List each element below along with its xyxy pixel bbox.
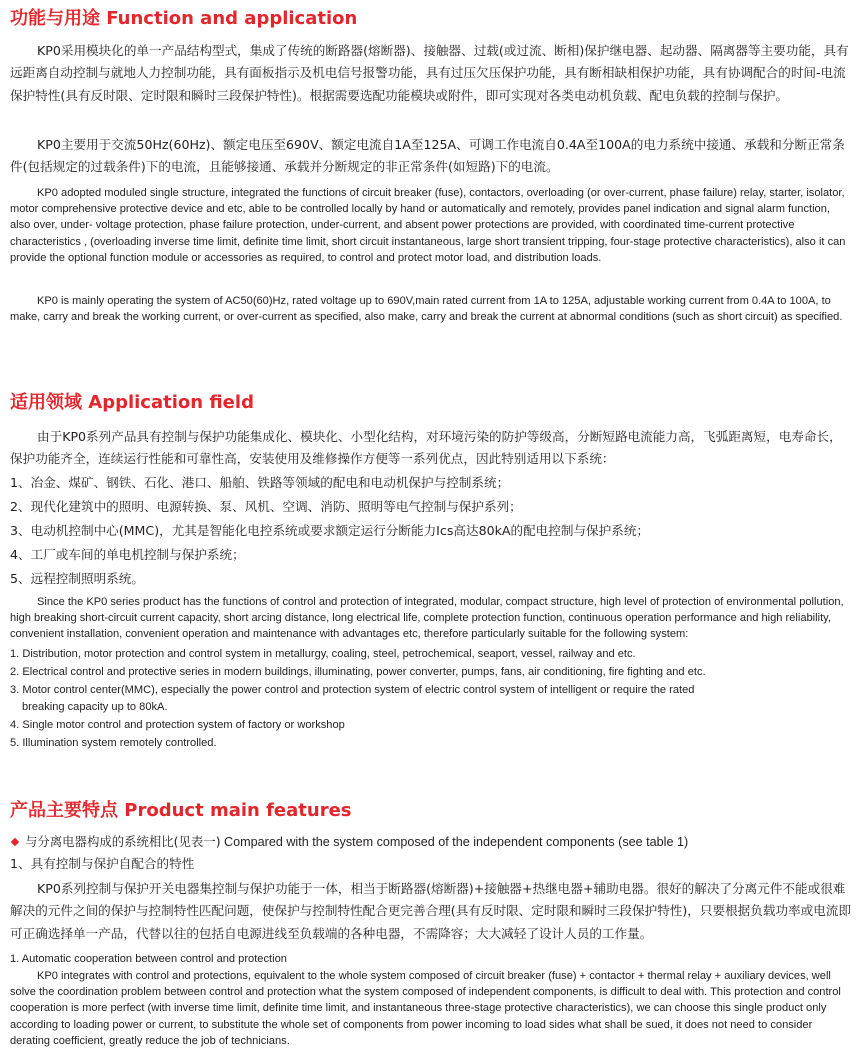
feature-bullet-zh: 与分离电器构成的系统相比(见表一) — [25, 834, 221, 849]
section-title-function: 功能与用途 Function and application — [10, 8, 358, 29]
function-en-paragraph-2: KP0 is mainly operating the system of AC50(60)Hz, rated voltage up to 690V,main rated current from 1A to 125A, adjustable working current from 0.4A to 100A, to make, carry and break the working current, or over-current as specified, also make, carry and break the current at abnormal conditions (such as short circuit) as specified. — [10, 295, 843, 324]
application-zh-item-3: 3、电动机控制中心(MMC)，尤其是智能化电控系统或要求额定运行分断能力Ics高达80kA的配电控制与保护系统； — [10, 523, 650, 538]
application-en-item-3: 3. Motor control center(MMC), especially the power control and protection system of electric control system of intelligent or require the rated — [10, 684, 695, 696]
application-zh-intro: 由于KP0系列产品具有控制与保护功能集成化、模块化、小型化结构，对环境污染的防护等级高，分断短路电流能力高，飞弧距离短，电寿命长，保护功能齐全，连续运行性能和可靠性高，安装使用及维修操作方便等一系列优点，因此特别适用以下系统： — [10, 429, 842, 467]
application-zh-item-5: 5、远程控制照明系统。 — [10, 571, 144, 586]
application-en-item-3-continued: breaking capacity up to 80kA. — [22, 701, 168, 713]
application-en-item-2: 2. Electrical control and protective series in modern buildings, illuminating, power converter, pumps, fans, air conditioning, fire fighting and etc. — [10, 666, 706, 678]
diamond-bullet-icon — [11, 838, 19, 846]
application-en-item-1: 1. Distribution, motor protection and control system in metallurgy, coaling, steel, petrochemical, seaport, vessel, railway and etc. — [10, 648, 636, 660]
feature-zh-paragraph: KP0系列控制与保护开关电器集控制与保护功能于一体，相当于断路器(熔断器)+接触器+热继电器+辅助电器。很好的解决了分离元件不能或很难解决的元件之间的保护与控制特性匹配问题，使保护与控制特性配合更完善合理(具有反时限、定时限和瞬时三段保护特性)，只要根据负载功率或电流即可正确选择单一产品，代替以往的包括自电源进线至负载端的各种电器，不需降容；大大减轻了设计人员的工作量。 — [10, 881, 852, 941]
feature-subheading-zh: 1、具有控制与保护自配合的特性 — [10, 856, 195, 871]
feature-bullet — [10, 832, 688, 852]
feature-bullet-en: Compared with the system composed of the independent components (see table 1) — [220, 835, 689, 849]
application-en-item-5: 5. Illumination system remotely controlled. — [10, 737, 217, 749]
feature-subheading-en: 1. Automatic cooperation between control and protection — [10, 953, 287, 965]
section-title-features: 产品主要特点 Product main features — [10, 800, 352, 821]
feature-en-paragraph: KP0 integrates with control and protections, equivalent to the whole system composed of circuit breaker (fuse) + contactor + thermal relay + auxiliary devices, well solve the coordination problem between control and protection what the system composed of independent components, is difficult to deal with. This protection and control cooperation is more perfect (with inverse time limit, definite time limit, and instantaneous three-stage protective characteristics), we can choose this single product only according to loading power or current, to substitute the whole set of components from power incoming to load sides what shall be sued, it does not need to consider derating coefficient, greatly reduce the job of technicians. — [10, 970, 841, 1047]
function-zh-paragraph-1: KP0采用模块化的单一产品结构型式，集成了传统的断路器(熔断器)、接触器、过载(或过流、断相)保护继电器、起动器、隔离器等主要功能，具有远距离自动控制与就地人力控制功能，具有面板指示及机电信号报警功能，具有过压欠压保护功能，具有断相缺相保护功能，具有协调配合的时间-电流保护特性(具有反时限、定时限和瞬时三段保护特性)。根据需要选配功能模块或附件，即可实现对各类电动机负载、配电负载的控制与保护。 — [10, 43, 849, 103]
application-zh-item-2: 2、现代化建筑中的照明、电源转换、泵、风机、空调、消防、照明等电气控制与保护系列； — [10, 499, 522, 514]
function-en-paragraph-1: KP0 adopted moduled single structure, integrated the functions of circuit breaker (fuse), contactors, overloading (or over-current, phase failure) relay, starter, isolator, motor comprehensive protective device and etc, able to be controlled locally by hand or automatically and remotely, provides panel indication and signal alarm function, also over, under- voltage protection, phase failure protection, under-current, and absent power protections are provided, with coordinated time-current protective characteristics , (overloading inverse time limit, definite time limit, short circuit instantaneous, large short transient tripping, four-stage protective characteristics), also it can provide the optional function module or accessories as required, to control and protect motor load, and distribution loads. — [10, 187, 846, 264]
application-zh-item-4: 4、工厂或车间的单电机控制与保护系统； — [10, 547, 245, 562]
application-en-intro: Since the KP0 series product has the functions of control and protection of integrated, modular, compact structure, high level of protection of environmental pollution, high breaking short-circuit current capacity, short arcing distance, long electrical life, complete protection function, continuous operation performance and high reliability, convenient installation, convenient operation and maintenance with advantages etc, therefore particularly suitable for the following system: — [10, 596, 844, 641]
application-zh-item-1: 1、冶金、煤矿、钢铁、石化、港口、船舶、铁路等领域的配电和电动机保护与控制系统； — [10, 475, 510, 490]
application-en-item-4: 4. Single motor control and protection system of factory or workshop — [10, 719, 345, 731]
section-title-application: 适用领域 Application field — [10, 392, 254, 413]
function-zh-paragraph-2: KP0主要用于交流50Hz(60Hz)、额定电压至690V、额定电流自1A至125A、可调工作电流自0.4A至100A的电力系统中接通、承载和分断正常条件(包括规定的过载条件)下的电流，且能够接通、承载并分断规定的非正常条件(如短路)下的电流。 — [10, 137, 845, 175]
